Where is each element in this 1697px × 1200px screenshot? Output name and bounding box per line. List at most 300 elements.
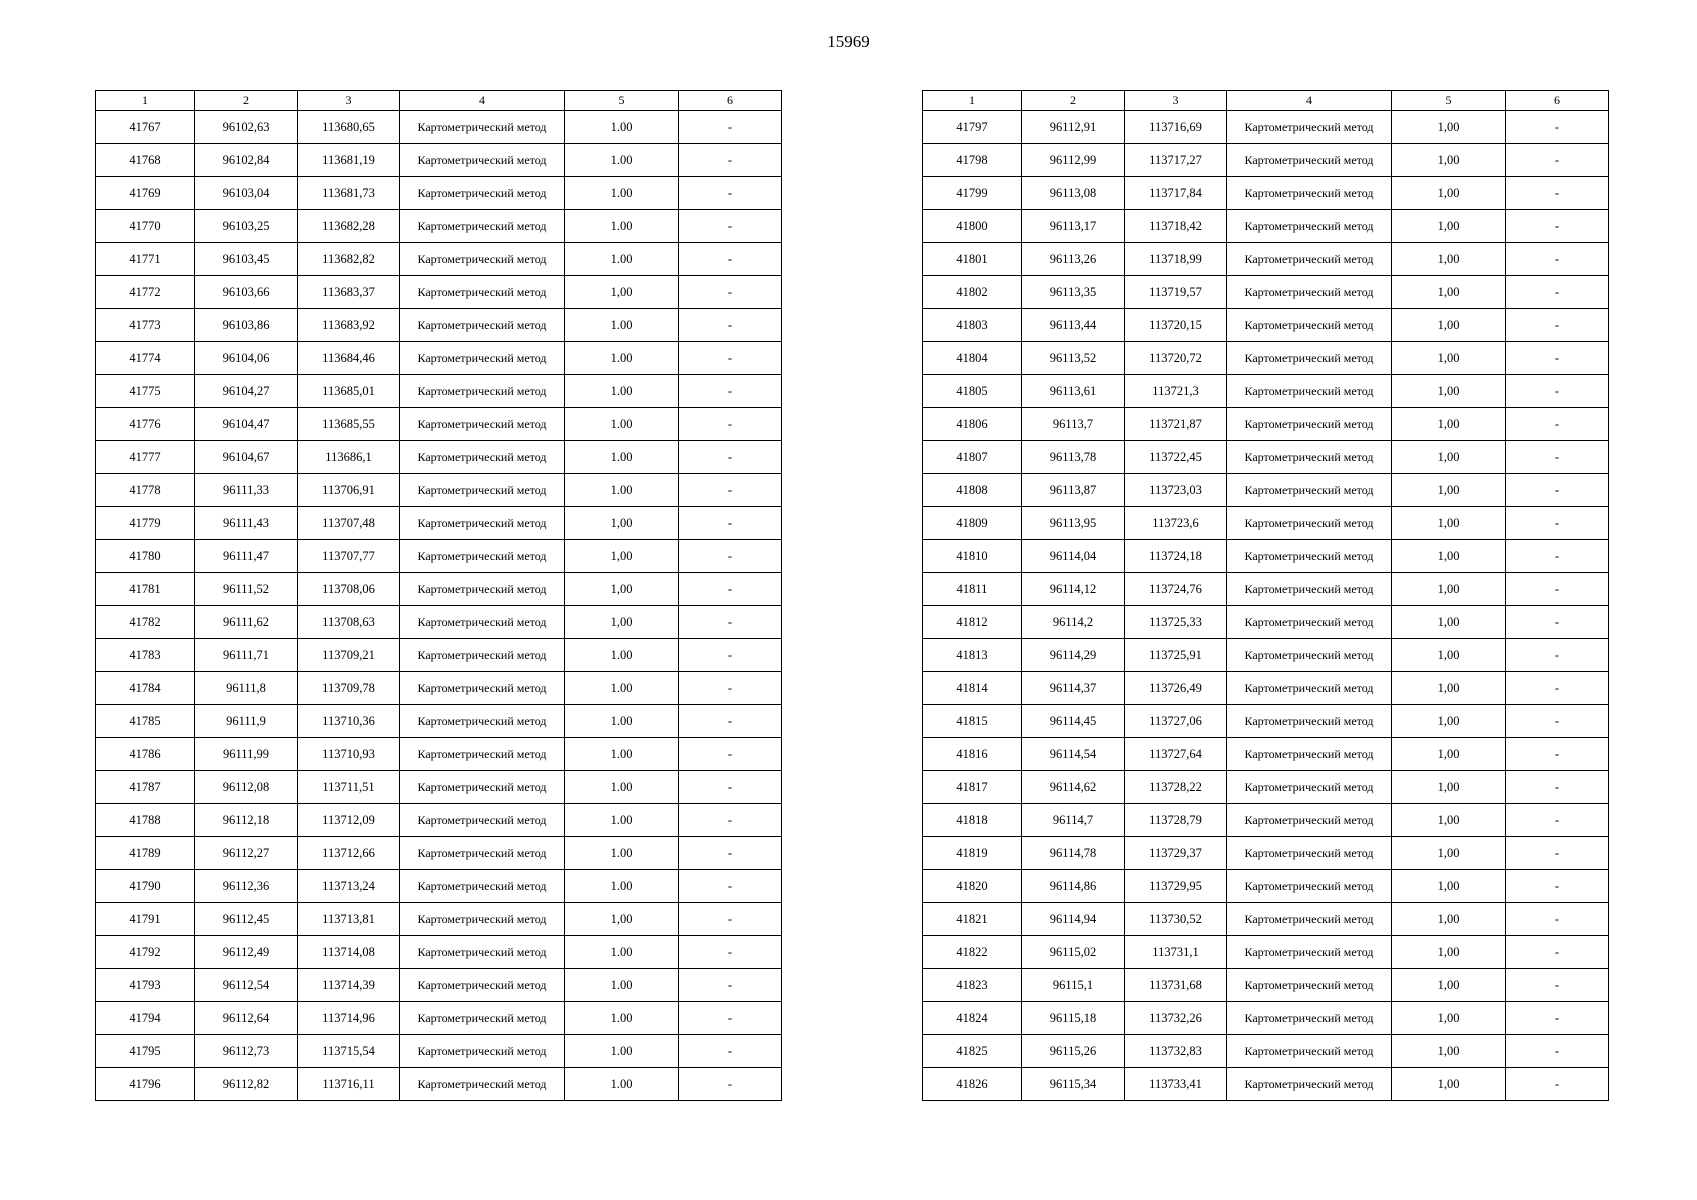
- point-number-cell: 41772: [96, 276, 195, 309]
- point-number-cell: 41792: [96, 936, 195, 969]
- y-coordinate-cell: 113682,82: [298, 243, 400, 276]
- note-cell: -: [1506, 144, 1609, 177]
- table-row: [96, 540, 782, 573]
- note-cell: -: [1506, 1002, 1609, 1035]
- method-cell: Картометрический метод: [1227, 243, 1392, 276]
- x-coordinate-cell: 96103,86: [195, 309, 298, 342]
- y-coordinate-cell: 113727,64: [1125, 738, 1227, 771]
- table-row: [923, 672, 1609, 705]
- y-coordinate-cell: 113732,26: [1125, 1002, 1227, 1035]
- accuracy-cell: 1.00: [565, 210, 679, 243]
- accuracy-cell: 1,00: [565, 573, 679, 606]
- y-coordinate-cell: 113710,36: [298, 705, 400, 738]
- method-cell: Картометрический метод: [1227, 111, 1392, 144]
- accuracy-cell: 1,00: [1392, 375, 1506, 408]
- accuracy-cell: 1,00: [1392, 1002, 1506, 1035]
- x-coordinate-cell: 96111,47: [195, 540, 298, 573]
- note-cell: -: [679, 1035, 782, 1068]
- x-coordinate-cell: 96114,2: [1022, 606, 1125, 639]
- note-cell: -: [1506, 309, 1609, 342]
- method-cell: Картометрический метод: [1227, 540, 1392, 573]
- table-row: [96, 672, 782, 705]
- note-cell: -: [1506, 375, 1609, 408]
- table-row: [96, 507, 782, 540]
- accuracy-cell: 1,00: [565, 540, 679, 573]
- method-cell: Картометрический метод: [1227, 837, 1392, 870]
- x-coordinate-cell: 96114,62: [1022, 771, 1125, 804]
- accuracy-cell: 1.00: [565, 837, 679, 870]
- x-coordinate-cell: 96112,45: [195, 903, 298, 936]
- page-number: 15969: [827, 32, 870, 51]
- x-coordinate-cell: 96104,06: [195, 342, 298, 375]
- note-cell: -: [1506, 573, 1609, 606]
- point-number-cell: 41771: [96, 243, 195, 276]
- y-coordinate-cell: 113723,6: [1125, 507, 1227, 540]
- x-coordinate-cell: 96114,94: [1022, 903, 1125, 936]
- note-cell: -: [679, 177, 782, 210]
- table-row: [923, 111, 1609, 144]
- x-coordinate-cell: 96115,1: [1022, 969, 1125, 1002]
- method-cell: Картометрический метод: [400, 870, 565, 903]
- table-row: [96, 144, 782, 177]
- table-header-row: [923, 91, 1609, 111]
- y-coordinate-cell: 113709,78: [298, 672, 400, 705]
- accuracy-cell: 1,00: [1392, 804, 1506, 837]
- y-coordinate-cell: 113681,19: [298, 144, 400, 177]
- table-row: [923, 804, 1609, 837]
- y-coordinate-cell: 113724,76: [1125, 573, 1227, 606]
- table-row: [96, 870, 782, 903]
- y-coordinate-cell: 113713,81: [298, 903, 400, 936]
- x-coordinate-cell: 96114,78: [1022, 837, 1125, 870]
- method-cell: Картометрический метод: [400, 177, 565, 210]
- x-coordinate-cell: 96103,25: [195, 210, 298, 243]
- x-coordinate-cell: 96112,91: [1022, 111, 1125, 144]
- y-coordinate-cell: 113682,28: [298, 210, 400, 243]
- x-coordinate-cell: 96102,63: [195, 111, 298, 144]
- accuracy-cell: 1.00: [565, 705, 679, 738]
- y-coordinate-cell: 113728,79: [1125, 804, 1227, 837]
- accuracy-cell: 1,00: [1392, 672, 1506, 705]
- table-row: [96, 408, 782, 441]
- method-cell: Картометрический метод: [1227, 276, 1392, 309]
- point-number-cell: 41784: [96, 672, 195, 705]
- table-row: [923, 276, 1609, 309]
- y-coordinate-cell: 113725,91: [1125, 639, 1227, 672]
- method-cell: Картометрический метод: [1227, 177, 1392, 210]
- y-coordinate-cell: 113721,87: [1125, 408, 1227, 441]
- x-coordinate-cell: 96111,99: [195, 738, 298, 771]
- point-number-cell: 41826: [923, 1068, 1022, 1101]
- y-coordinate-cell: 113685,55: [298, 408, 400, 441]
- accuracy-cell: 1,00: [1392, 771, 1506, 804]
- y-coordinate-cell: 113720,72: [1125, 342, 1227, 375]
- accuracy-cell: 1.00: [565, 870, 679, 903]
- point-number-cell: 41798: [923, 144, 1022, 177]
- method-cell: Картометрический метод: [400, 1002, 565, 1035]
- note-cell: -: [1506, 738, 1609, 771]
- x-coordinate-cell: 96111,43: [195, 507, 298, 540]
- point-number-cell: 41776: [96, 408, 195, 441]
- accuracy-cell: 1.00: [565, 342, 679, 375]
- y-coordinate-cell: 113680,65: [298, 111, 400, 144]
- point-number-cell: 41789: [96, 837, 195, 870]
- column-header-4: 4: [1227, 91, 1392, 111]
- method-cell: Картометрический метод: [1227, 936, 1392, 969]
- point-number-cell: 41824: [923, 1002, 1022, 1035]
- method-cell: Картометрический метод: [400, 837, 565, 870]
- x-coordinate-cell: 96113,7: [1022, 408, 1125, 441]
- point-number-cell: 41785: [96, 705, 195, 738]
- table-row: [923, 969, 1609, 1002]
- x-coordinate-cell: 96112,73: [195, 1035, 298, 1068]
- note-cell: -: [679, 342, 782, 375]
- accuracy-cell: 1.00: [565, 804, 679, 837]
- table-row: [923, 342, 1609, 375]
- accuracy-cell: 1.00: [565, 243, 679, 276]
- x-coordinate-cell: 96102,84: [195, 144, 298, 177]
- point-number-cell: 41806: [923, 408, 1022, 441]
- accuracy-cell: 1,00: [1392, 441, 1506, 474]
- y-coordinate-cell: 113709,21: [298, 639, 400, 672]
- method-cell: Картометрический метод: [400, 1068, 565, 1101]
- method-cell: Картометрический метод: [1227, 375, 1392, 408]
- column-header-6: 6: [679, 91, 782, 111]
- y-coordinate-cell: 113712,66: [298, 837, 400, 870]
- point-number-cell: 41805: [923, 375, 1022, 408]
- note-cell: -: [679, 771, 782, 804]
- point-number-cell: 41796: [96, 1068, 195, 1101]
- accuracy-cell: 1.00: [565, 1002, 679, 1035]
- note-cell: -: [679, 243, 782, 276]
- y-coordinate-cell: 113714,08: [298, 936, 400, 969]
- x-coordinate-cell: 96104,27: [195, 375, 298, 408]
- table-row: [923, 606, 1609, 639]
- accuracy-cell: 1,00: [1392, 276, 1506, 309]
- table-row: [96, 639, 782, 672]
- y-coordinate-cell: 113711,51: [298, 771, 400, 804]
- y-coordinate-cell: 113731,1: [1125, 936, 1227, 969]
- x-coordinate-cell: 96115,26: [1022, 1035, 1125, 1068]
- y-coordinate-cell: 113718,99: [1125, 243, 1227, 276]
- x-coordinate-cell: 96112,64: [195, 1002, 298, 1035]
- point-number-cell: 41813: [923, 639, 1022, 672]
- column-header-5: 5: [1392, 91, 1506, 111]
- x-coordinate-cell: 96112,99: [1022, 144, 1125, 177]
- y-coordinate-cell: 113717,84: [1125, 177, 1227, 210]
- y-coordinate-cell: 113733,41: [1125, 1068, 1227, 1101]
- note-cell: -: [1506, 243, 1609, 276]
- point-number-cell: 41799: [923, 177, 1022, 210]
- x-coordinate-cell: 96113,61: [1022, 375, 1125, 408]
- x-coordinate-cell: 96113,08: [1022, 177, 1125, 210]
- coordinates-table-left: [95, 90, 782, 1101]
- y-coordinate-cell: 113728,22: [1125, 771, 1227, 804]
- accuracy-cell: 1.00: [565, 639, 679, 672]
- point-number-cell: 41779: [96, 507, 195, 540]
- y-coordinate-cell: 113708,06: [298, 573, 400, 606]
- note-cell: -: [1506, 606, 1609, 639]
- note-cell: -: [679, 804, 782, 837]
- y-coordinate-cell: 113707,48: [298, 507, 400, 540]
- note-cell: -: [1506, 837, 1609, 870]
- point-number-cell: 41797: [923, 111, 1022, 144]
- x-coordinate-cell: 96113,44: [1022, 309, 1125, 342]
- accuracy-cell: 1,00: [565, 276, 679, 309]
- method-cell: Картометрический метод: [400, 771, 565, 804]
- table-header-row: [96, 91, 782, 111]
- point-number-cell: 41802: [923, 276, 1022, 309]
- note-cell: -: [679, 441, 782, 474]
- point-number-cell: 41794: [96, 1002, 195, 1035]
- method-cell: Картометрический метод: [1227, 870, 1392, 903]
- accuracy-cell: 1,00: [1392, 210, 1506, 243]
- y-coordinate-cell: 113706,91: [298, 474, 400, 507]
- note-cell: -: [679, 870, 782, 903]
- table-row: [96, 771, 782, 804]
- table-row: [923, 837, 1609, 870]
- method-cell: Картометрический метод: [400, 342, 565, 375]
- y-coordinate-cell: 113731,68: [1125, 969, 1227, 1002]
- note-cell: -: [1506, 210, 1609, 243]
- method-cell: Картометрический метод: [1227, 441, 1392, 474]
- accuracy-cell: 1.00: [565, 309, 679, 342]
- point-number-cell: 41790: [96, 870, 195, 903]
- method-cell: Картометрический метод: [1227, 672, 1392, 705]
- method-cell: Картометрический метод: [1227, 639, 1392, 672]
- table-row: [923, 243, 1609, 276]
- method-cell: Картометрический метод: [400, 111, 565, 144]
- point-number-cell: 41803: [923, 309, 1022, 342]
- note-cell: -: [679, 210, 782, 243]
- y-coordinate-cell: 113685,01: [298, 375, 400, 408]
- table-row: [923, 474, 1609, 507]
- method-cell: Картометрический метод: [1227, 903, 1392, 936]
- method-cell: Картометрический метод: [400, 573, 565, 606]
- coordinates-table-right: [922, 90, 1609, 1101]
- x-coordinate-cell: 96115,34: [1022, 1068, 1125, 1101]
- table-row: [96, 210, 782, 243]
- note-cell: -: [1506, 639, 1609, 672]
- y-coordinate-cell: 113725,33: [1125, 606, 1227, 639]
- point-number-cell: 41814: [923, 672, 1022, 705]
- point-number-cell: 41783: [96, 639, 195, 672]
- accuracy-cell: 1,00: [565, 606, 679, 639]
- point-number-cell: 41780: [96, 540, 195, 573]
- point-number-cell: 41800: [923, 210, 1022, 243]
- y-coordinate-cell: 113732,83: [1125, 1035, 1227, 1068]
- note-cell: -: [1506, 903, 1609, 936]
- method-cell: Картометрический метод: [1227, 342, 1392, 375]
- point-number-cell: 41808: [923, 474, 1022, 507]
- accuracy-cell: 1,00: [1392, 606, 1506, 639]
- method-cell: Картометрический метод: [1227, 573, 1392, 606]
- method-cell: Картометрический метод: [400, 309, 565, 342]
- method-cell: Картометрический метод: [400, 639, 565, 672]
- x-coordinate-cell: 96113,87: [1022, 474, 1125, 507]
- table-row: [923, 408, 1609, 441]
- y-coordinate-cell: 113729,37: [1125, 837, 1227, 870]
- table-row: [96, 342, 782, 375]
- method-cell: Картометрический метод: [400, 276, 565, 309]
- point-number-cell: 41768: [96, 144, 195, 177]
- x-coordinate-cell: 96111,71: [195, 639, 298, 672]
- method-cell: Картометрический метод: [1227, 804, 1392, 837]
- accuracy-cell: 1.00: [565, 111, 679, 144]
- note-cell: -: [679, 672, 782, 705]
- note-cell: -: [679, 540, 782, 573]
- table-row: [923, 738, 1609, 771]
- table-row: [96, 111, 782, 144]
- accuracy-cell: 1,00: [1392, 1035, 1506, 1068]
- column-header-2: 2: [1022, 91, 1125, 111]
- x-coordinate-cell: 96114,04: [1022, 540, 1125, 573]
- note-cell: -: [679, 903, 782, 936]
- table-row: [923, 1002, 1609, 1035]
- note-cell: -: [1506, 936, 1609, 969]
- y-coordinate-cell: 113718,42: [1125, 210, 1227, 243]
- table-row: [96, 243, 782, 276]
- y-coordinate-cell: 113715,54: [298, 1035, 400, 1068]
- x-coordinate-cell: 96111,9: [195, 705, 298, 738]
- accuracy-cell: 1,00: [1392, 969, 1506, 1002]
- x-coordinate-cell: 96114,12: [1022, 573, 1125, 606]
- table-row: [923, 1068, 1609, 1101]
- point-number-cell: 41795: [96, 1035, 195, 1068]
- method-cell: Картометрический метод: [1227, 705, 1392, 738]
- table-row: [923, 441, 1609, 474]
- table-row: [923, 309, 1609, 342]
- y-coordinate-cell: 113723,03: [1125, 474, 1227, 507]
- table-row: [923, 573, 1609, 606]
- note-cell: -: [1506, 705, 1609, 738]
- note-cell: -: [1506, 804, 1609, 837]
- x-coordinate-cell: 96113,26: [1022, 243, 1125, 276]
- accuracy-cell: 1.00: [565, 738, 679, 771]
- table-row: [96, 1068, 782, 1101]
- x-coordinate-cell: 96113,95: [1022, 507, 1125, 540]
- method-cell: Картометрический метод: [400, 144, 565, 177]
- y-coordinate-cell: 113722,45: [1125, 441, 1227, 474]
- column-header-4: 4: [400, 91, 565, 111]
- table-row: [96, 969, 782, 1002]
- method-cell: Картометрический метод: [400, 606, 565, 639]
- x-coordinate-cell: 96114,7: [1022, 804, 1125, 837]
- method-cell: Картометрический метод: [400, 540, 565, 573]
- y-coordinate-cell: 113730,52: [1125, 903, 1227, 936]
- column-header-2: 2: [195, 91, 298, 111]
- x-coordinate-cell: 96112,36: [195, 870, 298, 903]
- table-row: [923, 1035, 1609, 1068]
- table-row: [96, 606, 782, 639]
- x-coordinate-cell: 96114,29: [1022, 639, 1125, 672]
- table-row: [923, 870, 1609, 903]
- method-cell: Картометрический метод: [400, 474, 565, 507]
- accuracy-cell: 1,00: [1392, 507, 1506, 540]
- note-cell: -: [679, 639, 782, 672]
- table-row: [923, 375, 1609, 408]
- table-row: [923, 540, 1609, 573]
- x-coordinate-cell: 96113,78: [1022, 441, 1125, 474]
- method-cell: Картометрический метод: [1227, 606, 1392, 639]
- accuracy-cell: 1.00: [565, 177, 679, 210]
- x-coordinate-cell: 96112,82: [195, 1068, 298, 1101]
- point-number-cell: 41816: [923, 738, 1022, 771]
- point-number-cell: 41787: [96, 771, 195, 804]
- point-number-cell: 41823: [923, 969, 1022, 1002]
- accuracy-cell: 1,00: [1392, 342, 1506, 375]
- point-number-cell: 41769: [96, 177, 195, 210]
- method-cell: Картометрический метод: [400, 1035, 565, 1068]
- point-number-cell: 41774: [96, 342, 195, 375]
- note-cell: -: [679, 144, 782, 177]
- y-coordinate-cell: 113681,73: [298, 177, 400, 210]
- method-cell: Картометрический метод: [400, 375, 565, 408]
- accuracy-cell: 1,00: [565, 903, 679, 936]
- y-coordinate-cell: 113716,69: [1125, 111, 1227, 144]
- accuracy-cell: 1,00: [1392, 705, 1506, 738]
- point-number-cell: 41773: [96, 309, 195, 342]
- accuracy-cell: 1.00: [565, 672, 679, 705]
- y-coordinate-cell: 113729,95: [1125, 870, 1227, 903]
- x-coordinate-cell: 96111,33: [195, 474, 298, 507]
- note-cell: -: [1506, 111, 1609, 144]
- x-coordinate-cell: 96113,52: [1022, 342, 1125, 375]
- accuracy-cell: 1,00: [1392, 111, 1506, 144]
- y-coordinate-cell: 113714,39: [298, 969, 400, 1002]
- table-row: [923, 771, 1609, 804]
- point-number-cell: 41812: [923, 606, 1022, 639]
- x-coordinate-cell: 96112,54: [195, 969, 298, 1002]
- point-number-cell: 41815: [923, 705, 1022, 738]
- method-cell: Картометрический метод: [1227, 1002, 1392, 1035]
- point-number-cell: 41777: [96, 441, 195, 474]
- accuracy-cell: 1.00: [565, 144, 679, 177]
- y-coordinate-cell: 113710,93: [298, 738, 400, 771]
- x-coordinate-cell: 96114,54: [1022, 738, 1125, 771]
- method-cell: Картометрический метод: [400, 672, 565, 705]
- note-cell: -: [679, 936, 782, 969]
- point-number-cell: 41825: [923, 1035, 1022, 1068]
- y-coordinate-cell: 113707,77: [298, 540, 400, 573]
- accuracy-cell: 1,00: [1392, 639, 1506, 672]
- note-cell: -: [1506, 507, 1609, 540]
- accuracy-cell: 1,00: [1392, 936, 1506, 969]
- method-cell: Картометрический метод: [1227, 738, 1392, 771]
- note-cell: -: [1506, 276, 1609, 309]
- method-cell: Картометрический метод: [400, 705, 565, 738]
- point-number-cell: 41819: [923, 837, 1022, 870]
- point-number-cell: 41821: [923, 903, 1022, 936]
- table-row: [923, 507, 1609, 540]
- note-cell: -: [679, 474, 782, 507]
- accuracy-cell: 1.00: [565, 1035, 679, 1068]
- note-cell: -: [1506, 870, 1609, 903]
- table-row: [96, 936, 782, 969]
- column-header-1: 1: [96, 91, 195, 111]
- note-cell: -: [679, 408, 782, 441]
- point-number-cell: 41793: [96, 969, 195, 1002]
- note-cell: -: [679, 309, 782, 342]
- note-cell: -: [1506, 474, 1609, 507]
- table-row: [923, 210, 1609, 243]
- method-cell: Картометрический метод: [1227, 1068, 1392, 1101]
- accuracy-cell: 1,00: [1392, 870, 1506, 903]
- note-cell: -: [679, 276, 782, 309]
- note-cell: -: [1506, 672, 1609, 705]
- point-number-cell: 41782: [96, 606, 195, 639]
- table-row: [923, 144, 1609, 177]
